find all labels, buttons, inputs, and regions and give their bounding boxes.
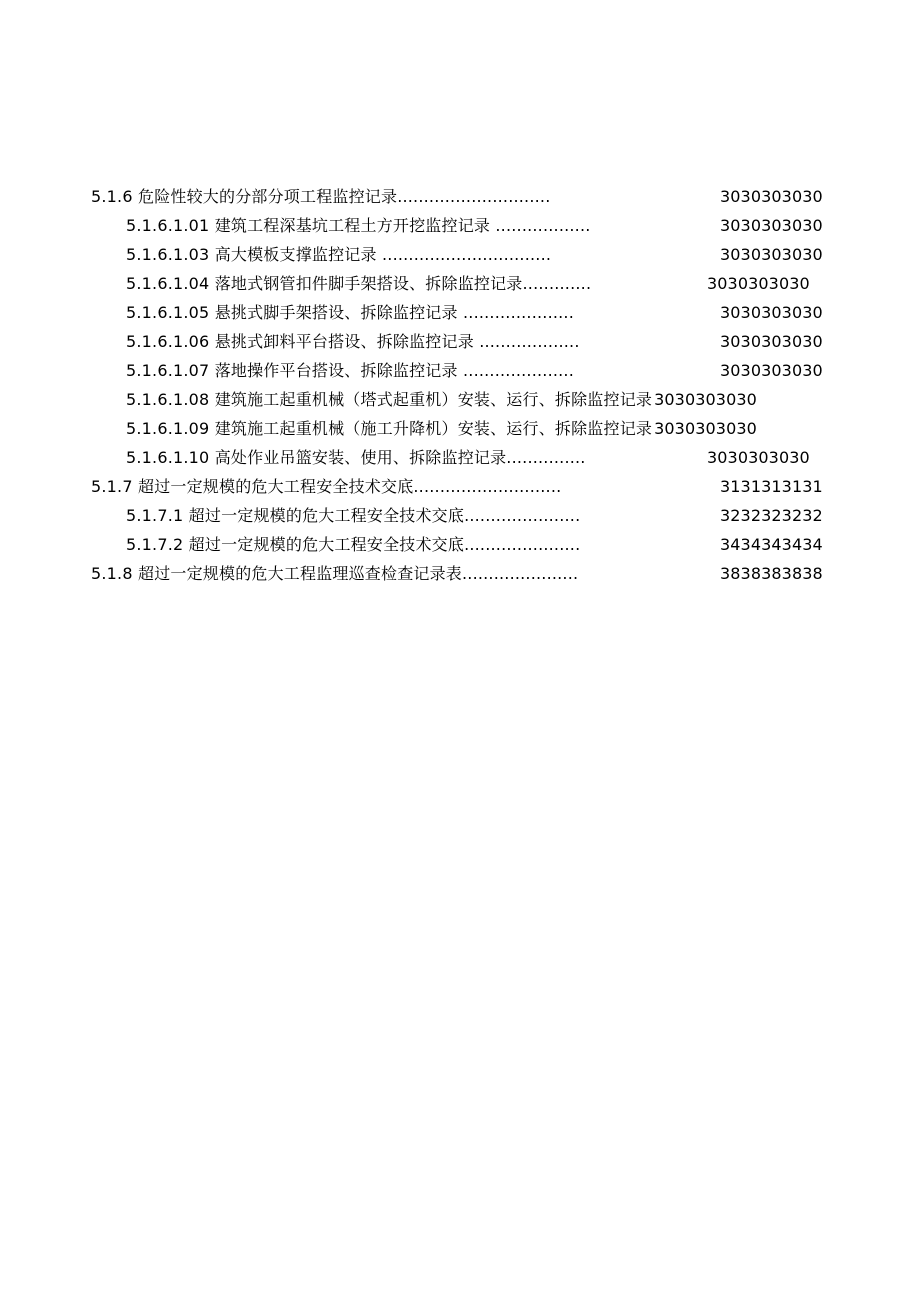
toc-entry-title: 5.1.7.1 超过一定规模的危大工程安全技术交底...................... <box>126 506 581 525</box>
toc-entry-5-1-8[interactable] <box>0 559 920 588</box>
toc-entry-title: 5.1.6.1.06 悬挑式卸料平台搭设、拆除监控记录 ................... <box>126 332 580 351</box>
toc-page-number: 3030303030 <box>707 448 810 467</box>
toc-page-number: 3030303030 <box>707 274 810 293</box>
toc-entry-5-1-6-1-01[interactable] <box>0 211 920 240</box>
toc-page-number: 3030303030 <box>720 332 823 351</box>
toc-entry-title-text: 5.1.6.1.09 建筑施工起重机械（施工升降机）安装、运行、拆除监控记录 <box>126 419 653 438</box>
toc-page-number: 3131313131 <box>720 477 823 496</box>
toc-entry-5-1-6-1-08[interactable] <box>0 385 920 414</box>
toc-entry-5-1-6-1-09[interactable] <box>0 414 920 443</box>
toc-page-number: 3030303030 <box>720 245 823 264</box>
toc-page-number: 3030303030 <box>720 303 823 322</box>
toc-entry-title: 5.1.6 危险性较大的分部分项工程监控记录............................. <box>91 187 551 206</box>
toc-page-number: 3030303030 <box>654 390 757 409</box>
toc-page-number: 3838383838 <box>720 564 823 583</box>
toc-entry-title: 5.1.6.1.07 落地操作平台搭设、拆除监控记录 ..................... <box>126 361 574 380</box>
toc-page-number: 3030303030 <box>720 216 823 235</box>
toc-entry-5-1-6-1-10[interactable] <box>0 443 920 472</box>
toc-entry-5-1-6-1-05[interactable] <box>0 298 920 327</box>
toc-entry-5-1-7-2[interactable] <box>0 530 920 559</box>
toc-entry-title: 5.1.6.1.05 悬挑式脚手架搭设、拆除监控记录 ..................... <box>126 303 574 322</box>
toc-entry-title <box>126 414 757 443</box>
toc-page-number: 3434343434 <box>720 535 823 554</box>
toc-page-number: 3030303030 <box>720 187 823 206</box>
toc-entry-title <box>126 385 757 414</box>
toc-entry-5-1-6-1-03[interactable] <box>0 240 920 269</box>
toc-entry-5-1-6-1-07[interactable] <box>0 356 920 385</box>
toc-entry-title-text: 5.1.6.1.08 建筑施工起重机械（塔式起重机）安装、运行、拆除监控记录 <box>126 390 653 409</box>
toc-entry-5-1-7-1[interactable] <box>0 501 920 530</box>
toc-entry-title: 5.1.6.1.04 落地式钢管扣件脚手架搭设、拆除监控记录............. <box>126 274 592 293</box>
toc-entry-title: 5.1.6.1.01 建筑工程深基坑工程土方开挖监控记录 .................. <box>126 216 591 235</box>
toc-entry-5-1-7[interactable] <box>0 472 920 501</box>
toc-entry-title: 5.1.6.1.10 高处作业吊篮安装、使用、拆除监控记录............... <box>126 448 586 467</box>
toc-entry-5-1-6[interactable] <box>0 182 920 211</box>
table-of-contents <box>0 182 920 588</box>
toc-page-number: 3030303030 <box>720 361 823 380</box>
toc-entry-5-1-6-1-06[interactable] <box>0 327 920 356</box>
toc-entry-5-1-6-1-04[interactable] <box>0 269 920 298</box>
toc-entry-title: 5.1.8 超过一定规模的危大工程监理巡查检查记录表...................... <box>91 564 579 583</box>
toc-entry-title: 5.1.7 超过一定规模的危大工程安全技术交底............................ <box>91 477 562 496</box>
toc-page-number: 3030303030 <box>654 419 757 438</box>
toc-entry-title: 5.1.7.2 超过一定规模的危大工程安全技术交底...................... <box>126 535 581 554</box>
toc-page-number: 3232323232 <box>720 506 823 525</box>
toc-entry-title: 5.1.6.1.03 高大模板支撑监控记录 ................................ <box>126 245 552 264</box>
